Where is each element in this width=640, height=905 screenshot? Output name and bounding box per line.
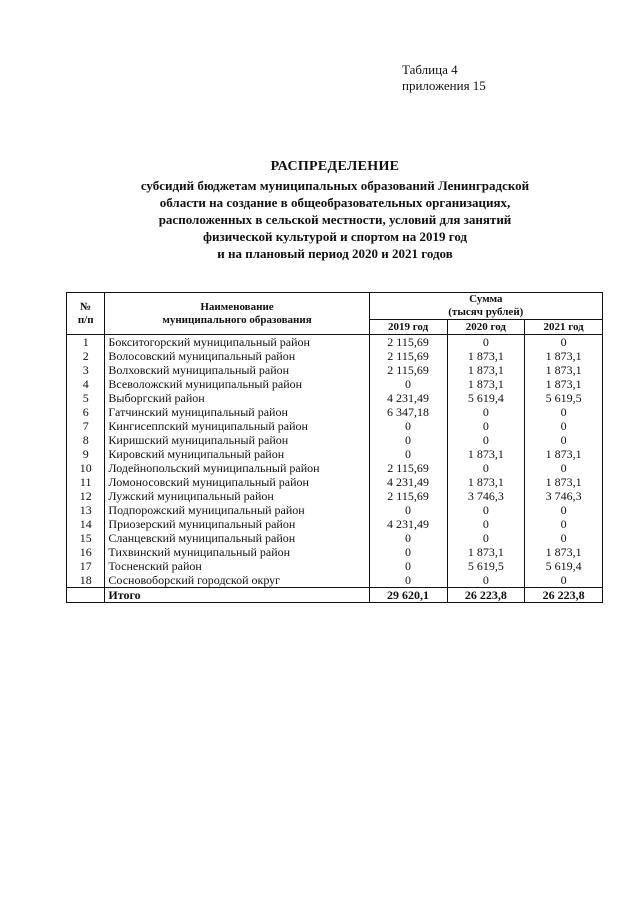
row-number: 6	[67, 405, 105, 419]
row-number: 18	[67, 573, 105, 588]
value-2019: 0	[369, 503, 447, 517]
value-2021: 1 873,1	[525, 349, 603, 363]
table-row	[67, 531, 603, 545]
municipality-name: Тихвинский муниципальный район	[105, 545, 369, 559]
table-body	[67, 335, 603, 588]
table-row	[67, 391, 603, 405]
row-number: 2	[67, 349, 105, 363]
municipality-name: Сосновоборский городской округ	[105, 573, 369, 588]
header-number-line2: п/п	[77, 313, 94, 326]
row-number: 1	[67, 335, 105, 350]
header-year-2021: 2021 год	[525, 320, 603, 335]
value-2020: 0	[447, 419, 525, 433]
row-number: 17	[67, 559, 105, 573]
value-2021: 3 746,3	[525, 489, 603, 503]
value-2021: 0	[525, 433, 603, 447]
value-2021: 1 873,1	[525, 545, 603, 559]
value-2020: 0	[447, 433, 525, 447]
municipality-name: Ломоносовский муниципальный район	[105, 475, 369, 489]
value-2019: 2 115,69	[369, 363, 447, 377]
value-2021: 0	[525, 517, 603, 531]
value-2019: 0	[369, 545, 447, 559]
value-2019: 4 231,49	[369, 475, 447, 489]
municipality-name: Лужский муниципальный район	[105, 489, 369, 503]
value-2020: 5 619,5	[447, 559, 525, 573]
value-2020: 1 873,1	[447, 447, 525, 461]
value-2020: 1 873,1	[447, 475, 525, 489]
value-2019: 0	[369, 419, 447, 433]
total-number-cell	[67, 588, 105, 603]
header-number	[67, 293, 105, 335]
value-2021: 1 873,1	[525, 447, 603, 461]
row-number: 14	[67, 517, 105, 531]
header-sum-line2: (тысяч рублей)	[448, 306, 524, 318]
title-line: и на плановый период 2020 и 2021 годов	[217, 246, 453, 261]
value-2020: 3 746,3	[447, 489, 525, 503]
value-2019: 0	[369, 573, 447, 588]
municipality-name: Тосненский район	[105, 559, 369, 573]
row-number: 9	[67, 447, 105, 461]
table-row	[67, 447, 603, 461]
value-2019: 4 231,49	[369, 391, 447, 405]
table-row	[67, 363, 603, 377]
value-2019: 2 115,69	[369, 461, 447, 475]
value-2020: 0	[447, 503, 525, 517]
municipality-name: Волховский муниципальный район	[105, 363, 369, 377]
row-number: 13	[67, 503, 105, 517]
row-number: 12	[67, 489, 105, 503]
table-row	[67, 517, 603, 531]
value-2020: 0	[447, 573, 525, 588]
value-2021: 0	[525, 419, 603, 433]
header-year-2020: 2020 год	[447, 320, 525, 335]
value-2021: 0	[525, 531, 603, 545]
municipality-name: Всеволожский муниципальный район	[105, 377, 369, 391]
value-2019: 0	[369, 559, 447, 573]
row-number: 8	[67, 433, 105, 447]
document-title	[70, 158, 600, 262]
value-2020: 0	[447, 517, 525, 531]
value-2019: 0	[369, 433, 447, 447]
title-line: области на создание в общеобразовательных организациях,	[159, 195, 511, 210]
municipality-name: Выборгский район	[105, 391, 369, 405]
value-2021: 0	[525, 573, 603, 588]
value-2020: 0	[447, 531, 525, 545]
value-2020: 1 873,1	[447, 377, 525, 391]
row-number: 4	[67, 377, 105, 391]
header-number-line1: №	[80, 300, 92, 313]
row-number: 3	[67, 363, 105, 377]
value-2019: 4 231,49	[369, 517, 447, 531]
title-line: субсидий бюджетам муниципальных образований Ленинградской	[140, 178, 530, 193]
table-number: Таблица 4	[402, 62, 458, 77]
header-name-line2: муниципального образования	[162, 313, 312, 326]
value-2021: 0	[525, 503, 603, 517]
value-2020: 0	[447, 405, 525, 419]
total-2020: 26 223,8	[447, 588, 525, 603]
value-2019: 0	[369, 447, 447, 461]
value-2019: 2 115,69	[369, 349, 447, 363]
municipality-name: Кировский муниципальный район	[105, 447, 369, 461]
row-number: 11	[67, 475, 105, 489]
total-2021: 26 223,8	[525, 588, 603, 603]
table-row	[67, 433, 603, 447]
appendix-number: приложения 15	[402, 78, 486, 93]
table-row	[67, 419, 603, 433]
value-2019: 0	[369, 377, 447, 391]
value-2019: 2 115,69	[369, 335, 447, 350]
municipality-name: Кингисеппский муниципальный район	[105, 419, 369, 433]
value-2020: 0	[447, 461, 525, 475]
title-line: физической культурой и спортом на 2019 год	[202, 229, 468, 244]
value-2021: 0	[525, 335, 603, 350]
row-number: 16	[67, 545, 105, 559]
table-row	[67, 475, 603, 489]
municipality-name: Киришский муниципальный район	[105, 433, 369, 447]
municipality-name: Бокситогорский муниципальный район	[105, 335, 369, 350]
municipality-name: Гатчинский муниципальный район	[105, 405, 369, 419]
table-row	[67, 545, 603, 559]
table-row	[67, 335, 603, 350]
distribution-table	[66, 292, 603, 603]
value-2021: 1 873,1	[525, 377, 603, 391]
table-row	[67, 461, 603, 475]
value-2021: 1 873,1	[525, 475, 603, 489]
value-2021: 5 619,5	[525, 391, 603, 405]
value-2020: 1 873,1	[447, 349, 525, 363]
row-number: 10	[67, 461, 105, 475]
value-2019: 0	[369, 531, 447, 545]
total-label: Итого	[105, 588, 369, 603]
table-row	[67, 377, 603, 391]
table-row	[67, 573, 603, 588]
municipality-name: Сланцевский муниципальный район	[105, 531, 369, 545]
header-year-2019: 2019 год	[369, 320, 447, 335]
municipality-name: Подпорожский муниципальный район	[105, 503, 369, 517]
appendix-note	[402, 62, 486, 94]
row-number: 7	[67, 419, 105, 433]
value-2021: 0	[525, 405, 603, 419]
row-number: 15	[67, 531, 105, 545]
table-row	[67, 349, 603, 363]
value-2019: 2 115,69	[369, 489, 447, 503]
municipality-name: Приозерский муниципальный район	[105, 517, 369, 531]
total-2019: 29 620,1	[369, 588, 447, 603]
header-name	[105, 293, 369, 335]
table-row	[67, 559, 603, 573]
value-2019: 6 347,18	[369, 405, 447, 419]
value-2020: 5 619,4	[447, 391, 525, 405]
header-sum-line1: Сумма	[469, 293, 503, 305]
value-2020: 0	[447, 335, 525, 350]
municipality-name: Лодейнопольский муниципальный район	[105, 461, 369, 475]
value-2020: 1 873,1	[447, 545, 525, 559]
header-sum	[369, 293, 602, 320]
row-number: 5	[67, 391, 105, 405]
total-row	[67, 588, 603, 603]
table-row	[67, 489, 603, 503]
municipality-name: Волосовский муниципальный район	[105, 349, 369, 363]
value-2020: 1 873,1	[447, 363, 525, 377]
value-2021: 5 619,4	[525, 559, 603, 573]
title-line: расположенных в сельской местности, условий для занятий	[158, 212, 512, 227]
title-main: РАСПРЕДЕЛЕНИЕ	[270, 159, 400, 174]
value-2021: 1 873,1	[525, 363, 603, 377]
table-row	[67, 405, 603, 419]
table-row	[67, 503, 603, 517]
value-2021: 0	[525, 461, 603, 475]
header-name-line1: Наименование	[200, 300, 274, 313]
